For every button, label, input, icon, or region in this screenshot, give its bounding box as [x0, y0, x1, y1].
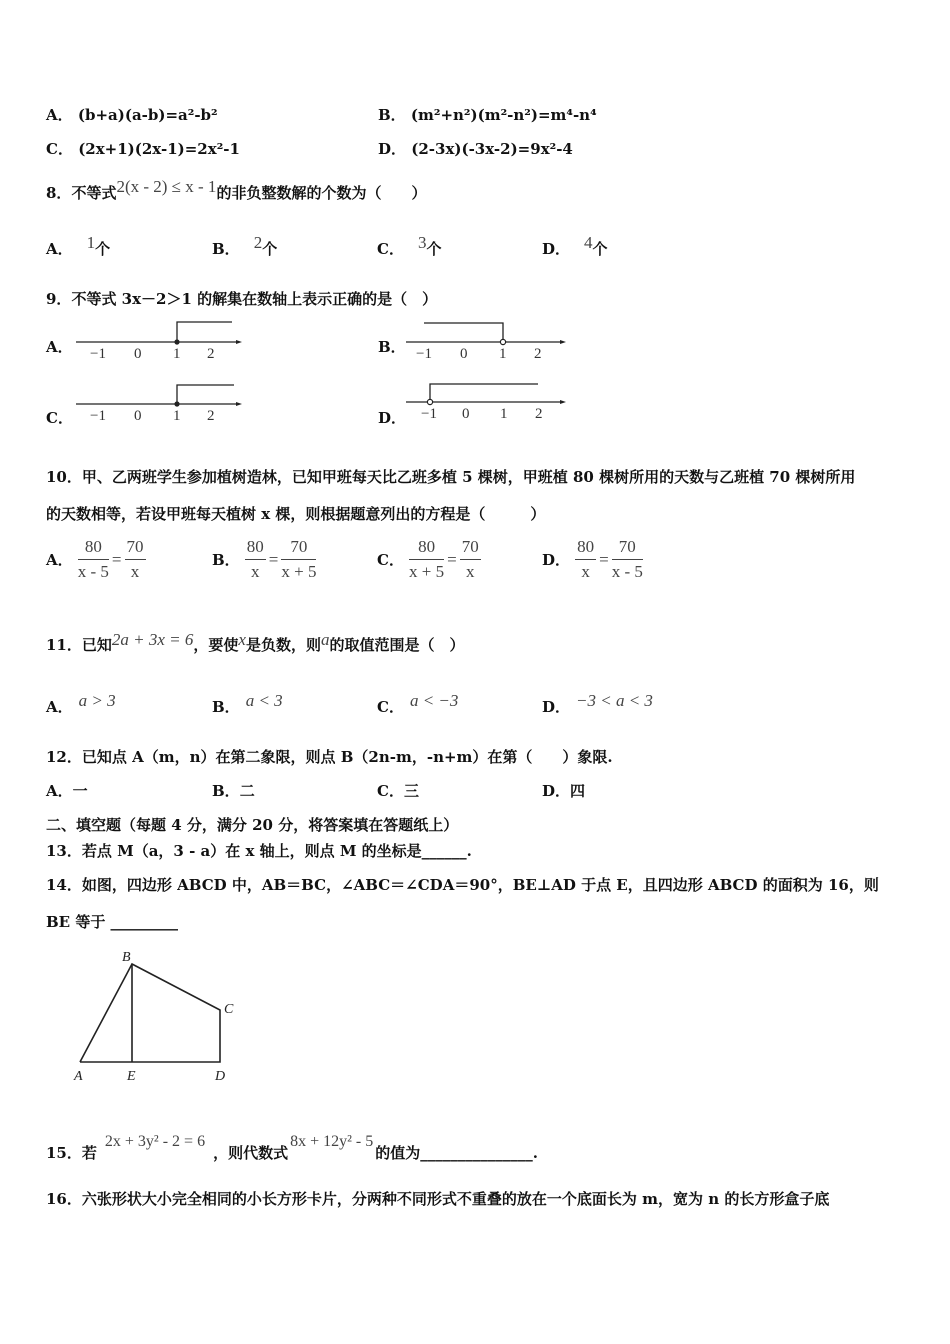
- q15-stem: 15．若2x + 3y² - 2 = 6，则代数式8x + 12y² - 5的值为_______________.: [46, 1133, 538, 1162]
- tick-label: 2: [207, 346, 215, 362]
- q14-stem-line2: BE 等于 _________: [46, 913, 179, 931]
- tick-label: 1: [499, 346, 507, 362]
- q11-option-b: B． a < 3: [212, 691, 283, 716]
- q12-option-b: B．二: [212, 782, 255, 800]
- q11-option-d: D． −3 < a < 3: [542, 691, 653, 716]
- q9-option-c-letter: C．: [46, 409, 73, 427]
- label-d: D: [215, 1069, 226, 1084]
- tick-label: 2: [535, 406, 543, 422]
- q8-number: 8．: [46, 184, 72, 202]
- q11-option-c: C． a < −3: [377, 691, 459, 716]
- q9-option-b-numberline: [406, 318, 576, 364]
- q9-stem: 9．不等式 3x－2＞1 的解集在数轴上表示正确的是（ ）: [46, 290, 438, 308]
- q9-option-c-numberline: [76, 380, 246, 426]
- tick-label: 1: [173, 408, 181, 424]
- q10-option-a: A． $\frac{80}{x - 5}$ = $\frac{70}{x}$: [46, 537, 144, 581]
- q7-option-d-text: (2-3x)(-3x-2)=9x²-4: [411, 140, 573, 158]
- q7-option-b-text: (m²+n²)(m²-n²)=m⁴-n⁴: [410, 106, 597, 124]
- label-a: A: [74, 1069, 83, 1084]
- q9-option-d-numberline: [406, 380, 576, 426]
- q10-stem-line2: 的天数相等，若设甲班每天植树 x 棵，则根据题意列出的方程是（ ）: [46, 505, 546, 523]
- q8-option-d: D． 4个: [542, 233, 608, 258]
- q9-option-a-letter: A．: [46, 338, 73, 356]
- q11-option-a: A． a > 3: [46, 691, 116, 716]
- tick-label: −1: [421, 406, 437, 422]
- q7-option-a: A． (b+a)(a-b)=a²-b²: [46, 106, 218, 124]
- q14-quadrilateral-figure: [70, 944, 250, 1088]
- tick-label: −1: [416, 346, 432, 362]
- q7-option-c: C． (2x+1)(2x-1)=2x²-1: [46, 140, 240, 158]
- q8-option-b: B． 2个: [212, 233, 278, 258]
- q12-option-a: A．一: [46, 782, 88, 800]
- tick-label: 0: [134, 408, 142, 424]
- label-e: E: [127, 1069, 136, 1084]
- tick-label: 2: [207, 408, 215, 424]
- q9-option-b-letter: B．: [378, 338, 406, 356]
- tick-label: 2: [534, 346, 542, 362]
- tick-label: 1: [500, 406, 508, 422]
- tick-label: −1: [90, 346, 106, 362]
- section-2-title: 二、填空题（每题 4 分，满分 20 分，将答案填在答题纸上）: [46, 816, 459, 834]
- q10-option-c: C． $\frac{80}{x + 5}$ = $\frac{70}{x}$: [377, 537, 479, 581]
- tick-label: −1: [90, 408, 106, 424]
- q10-option-d: D． $\frac{80}{x}$ = $\frac{70}{x - 5}$: [542, 537, 643, 581]
- q7-option-d: D． (2-3x)(-3x-2)=9x²-4: [378, 140, 573, 158]
- q9-option-a-numberline: [76, 318, 246, 364]
- q13-stem: 13．若点 M（a，3 - a）在 x 轴上，则点 M 的坐标是______.: [46, 842, 472, 860]
- tick-label: 0: [460, 346, 468, 362]
- tick-label: 0: [462, 406, 470, 422]
- q7-option-b: B． (m²+n²)(m²-n²)=m⁴-n⁴: [378, 106, 597, 124]
- q14-stem-line1: 14．如图，四边形 ABCD 中，AB＝BC，∠ABC＝∠CDA＝90°，BE⊥AD 于点 E，且四边形 ABCD 的面积为 16，则: [46, 876, 879, 894]
- q8-option-a: A． 1个: [46, 233, 111, 258]
- q15-formula-2: 8x + 12y² - 5: [290, 1133, 374, 1150]
- q15-formula-1: 2x + 3y² - 2 = 6: [104, 1133, 206, 1150]
- q12-stem: 12．已知点 A（m，n）在第二象限，则点 B（2n-m，-n+m）在第（ ）象限.: [46, 748, 613, 766]
- q11-stem: 11．已知2a + 3x = 6，要使x是负数，则a的取值范围是（ ）: [46, 630, 465, 654]
- q16-stem: 16．六张形状大小完全相同的小长方形卡片，分两种不同形式不重叠的放在一个底面长为 m，宽为 n 的长方形盒子底: [46, 1190, 830, 1208]
- q10-option-b: B． $\frac{80}{x}$ = $\frac{70}{x + 5}$: [212, 537, 317, 581]
- q7-option-a-text: (b+a)(a-b)=a²-b²: [77, 106, 218, 124]
- q8-stem: 8．不等式2(x - 2) ≤ x - 1的非负整数解的个数为（ ）: [46, 177, 427, 202]
- tick-label: 1: [173, 346, 181, 362]
- q12-option-d: D．四: [542, 782, 586, 800]
- q10-stem-line1: 10．甲、乙两班学生参加植树造林，已知甲班每天比乙班多植 5 棵树，甲班植 80 棵树所用的天数与乙班植 70 棵树所用: [46, 468, 856, 486]
- q7-option-c-text: (2x+1)(2x-1)=2x²-1: [78, 140, 240, 158]
- q9-option-d-letter: D．: [378, 409, 407, 427]
- q12-option-c: C．三: [377, 782, 419, 800]
- tick-label: 0: [134, 346, 142, 362]
- q8-option-c: C． 3个: [377, 233, 442, 258]
- q8-formula: 2(x - 2) ≤ x - 1: [116, 177, 217, 196]
- label-c: C: [224, 1002, 234, 1017]
- label-b: B: [122, 950, 131, 965]
